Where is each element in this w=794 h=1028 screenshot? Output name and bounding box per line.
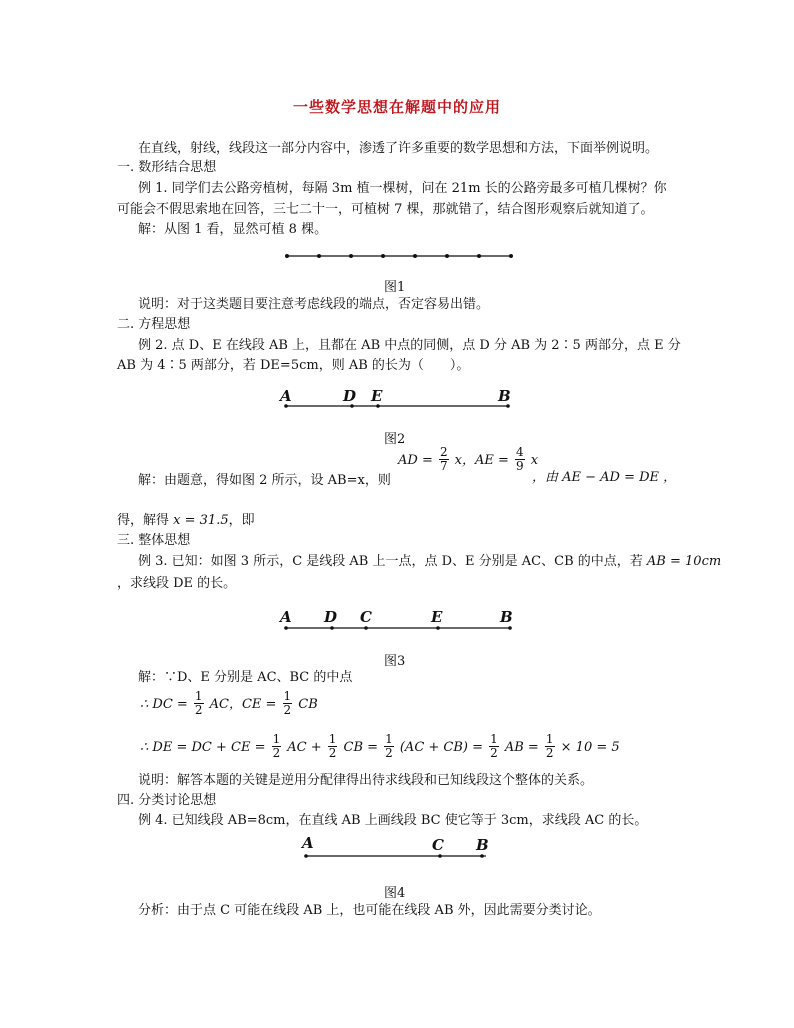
section-2-heading: 二. 方程思想 [117,317,191,332]
figure-3 [280,606,520,634]
figure-3-label-d: D [324,608,338,626]
figure-4 [300,834,500,862]
document-title: 一些数学思想在解题中的应用 [292,98,501,116]
example-3-note: 说明：解答本题的关键是逆用分配律得出待求线段和已知线段这个整体的关系。 [138,773,594,788]
figure-2-caption: 图2 [384,432,406,447]
figure-4-label-b: B [476,836,489,854]
example-2-solution-line2: 得，解得 x = 31.5，即 [117,513,255,528]
example-2-relation: ，由 AE − AD = DE ， [532,470,677,485]
example-2-text-cont: AB 为 4∶5 两部分，若 DE=5cm，则 AB 的长为（ ）。 [117,358,470,373]
figure-4-caption: 图4 [384,886,406,901]
figure-4-label-c: C [432,836,444,854]
example-2-solution: 解：由题意，得如图 2 所示，设 AB=x，则 [138,473,391,488]
example-2-formula-ad-ae: AD = $\frac{2}{7}$ x，AE = $\frac{4}{9}$ x [398,445,539,473]
figure-1-caption: 图1 [384,280,406,295]
example-1-text: 例 1. 同学们去公路旁植树，每隔 3m 植一棵树，问在 21m 长的公路旁最多可植几棵树？你 [138,181,667,196]
figure-2-label-d: D [343,387,357,405]
figure-1 [285,250,515,262]
example-1-note: 说明：对于这类题目要注意考虑线段的端点，否定容易出错。 [138,297,490,312]
example-3-equation-1: ∴ DC = $\frac{1}{2}$ AC，CE = $\frac{1}{2}$ CB [140,689,318,717]
example-2-text: 例 2. 点 D、E 在线段 AB 上，且都在 AB 中点的同侧，点 D 分 AB 为 2∶5 两部分，点 E 分 [138,338,681,353]
figure-3-label-c: C [360,608,372,626]
figure-3-label-a: A [280,608,292,626]
figure-2-label-e: E [371,387,383,405]
example-3-solution: 解：∵D、E 分别是 AC、BC 的中点 [138,670,353,685]
figure-4-label-a: A [302,834,314,852]
intro-paragraph: 在直线，射线，线段这一部分内容中，渗透了许多重要的数学思想和方法，下面举例说明。 [138,141,659,156]
example-3-equation-2: ∴ DE = DC + CE = $\frac{1}{2}$ AC + $\frac{1}{2}$ CB = $\frac{1}{2}$ (AC + CB) = $\frac{1}{2}$ AB = $\frac{1}{2}$ × 10 = 5 [140,732,620,760]
figure-2-label-a: A [280,387,292,405]
example-4-text: 例 4. 已知线段 AB=8cm，在直线 AB 上画线段 BC 使它等于 3cm，求线段 AC 的长。 [138,813,648,828]
figure-3-caption: 图3 [384,654,406,669]
example-3-text: 例 3. 已知：如图 3 所示，C 是线段 AB 上一点，点 D、E 分别是 AC、CB 的中点，若 AB = 10cm [138,554,722,569]
example-1-text-cont: 可能会不假思索地在回答，三七二十一，可植树 7 棵，那就错了，结合图形观察后就知道了。 [117,202,654,217]
figure-2 [280,386,520,412]
section-4-heading: 四. 分类讨论思想 [117,793,217,808]
example-4-analysis: 分析：由于点 C 可能在线段 AB 上，也可能在线段 AB 外，因此需要分类讨论。 [138,903,601,918]
section-3-heading: 三. 整体思想 [117,533,191,548]
figure-3-label-b: B [500,608,513,626]
section-1-heading: 一. 数形结合思想 [117,160,217,175]
figure-2-label-b: B [498,387,511,405]
example-1-solution: 解：从图 1 看，显然可植 8 棵。 [138,222,328,237]
example-3-text-cont: ，求线段 DE 的长。 [117,576,237,591]
figure-3-label-e: E [431,608,443,626]
